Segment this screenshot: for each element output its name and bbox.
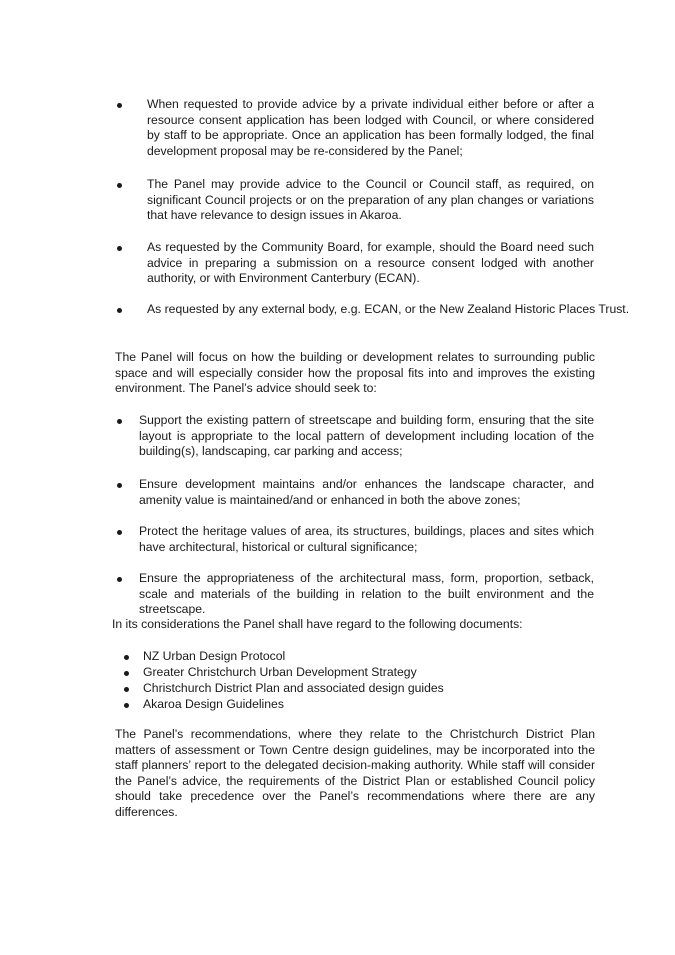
focus-paragraph: The Panel will focus on how the building or development relates to surrounding public space and will especially consider how the proposal fits into and improves the existing environment. The Panel’s advice should seek to: bbox=[115, 350, 595, 396]
document-name: NZ Urban Design Protocol bbox=[143, 649, 286, 663]
bullet-icon bbox=[117, 530, 122, 535]
advice-trigger-text: As requested by the Community Board, for example, should the Board need such advice in preparing a submission on a resource consent lodged with another authority, or with Environment Canterbury (ECAN). bbox=[147, 240, 594, 286]
bullet-icon bbox=[124, 671, 129, 676]
advice-trigger-text: The Panel may provide advice to the Council or Council staff, as required, on significant Council projects or on the preparation of any plan changes or variations that have relevance to design issues in Akaroa. bbox=[147, 177, 594, 223]
bullet-icon bbox=[117, 419, 122, 424]
advice-goal-text: Ensure the appropriateness of the architectural mass, form, proportion, setback, scale and materials of the building in relation to the built environment and the streetscape. bbox=[139, 571, 594, 617]
bullet-icon bbox=[124, 703, 129, 708]
considerations-intro: In its considerations the Panel shall have regard to the following documents: bbox=[112, 617, 523, 631]
bullet-icon bbox=[117, 183, 122, 188]
advice-trigger-text: As requested by any external body, e.g. ECAN, or the New Zealand Historic Places Trust. bbox=[147, 302, 630, 316]
bullet-icon bbox=[117, 103, 122, 108]
advice-goal-text: Protect the heritage values of area, its structures, buildings, places and sites which have architectural, historical or cultural significance; bbox=[139, 524, 594, 554]
document-name: Christchurch District Plan and associated design guides bbox=[143, 681, 444, 695]
document-list-item bbox=[120, 681, 520, 697]
document-name: Akaroa Design Guidelines bbox=[143, 697, 284, 711]
document-list-item bbox=[120, 697, 520, 713]
advice-trigger-text: When requested to provide advice by a private individual either before or after a resource consent application has been lodged with Council, or where considered by staff to be appropriate. Once an application has been formally lodged, the final development proposal may be re-considered by the Panel; bbox=[147, 97, 594, 158]
document-list-item bbox=[120, 665, 520, 681]
bullet-icon bbox=[124, 655, 129, 660]
document-list-item bbox=[120, 649, 520, 665]
recommendations-paragraph: The Panel’s recommendations, where they relate to the Christchurch District Plan matters of assessment or Town Centre design guidelines, may be incorporated into the staff planners’ report to the delegated decision-making authority. While staff will consider the Panel’s advice, the requirements of the District Plan or established Council policy should take precedence over the Panel’s recommendations where there are any differences. bbox=[115, 727, 595, 819]
document-name: Greater Christchurch Urban Development Strategy bbox=[143, 665, 417, 679]
bullet-icon bbox=[117, 308, 122, 313]
bullet-icon bbox=[117, 483, 122, 488]
advice-goal-text: Support the existing pattern of streetscape and building form, ensuring that the site layout is appropriate to the local pattern of development including location of the building(s), landscaping, car parking and access; bbox=[139, 413, 594, 459]
bullet-icon bbox=[124, 687, 129, 692]
bullet-icon bbox=[117, 246, 122, 251]
bullet-icon bbox=[117, 577, 122, 582]
advice-goal-text: Ensure development maintains and/or enhances the landscape character, and amenity value is maintained/and or enhanced in both the above zones; bbox=[139, 477, 594, 507]
